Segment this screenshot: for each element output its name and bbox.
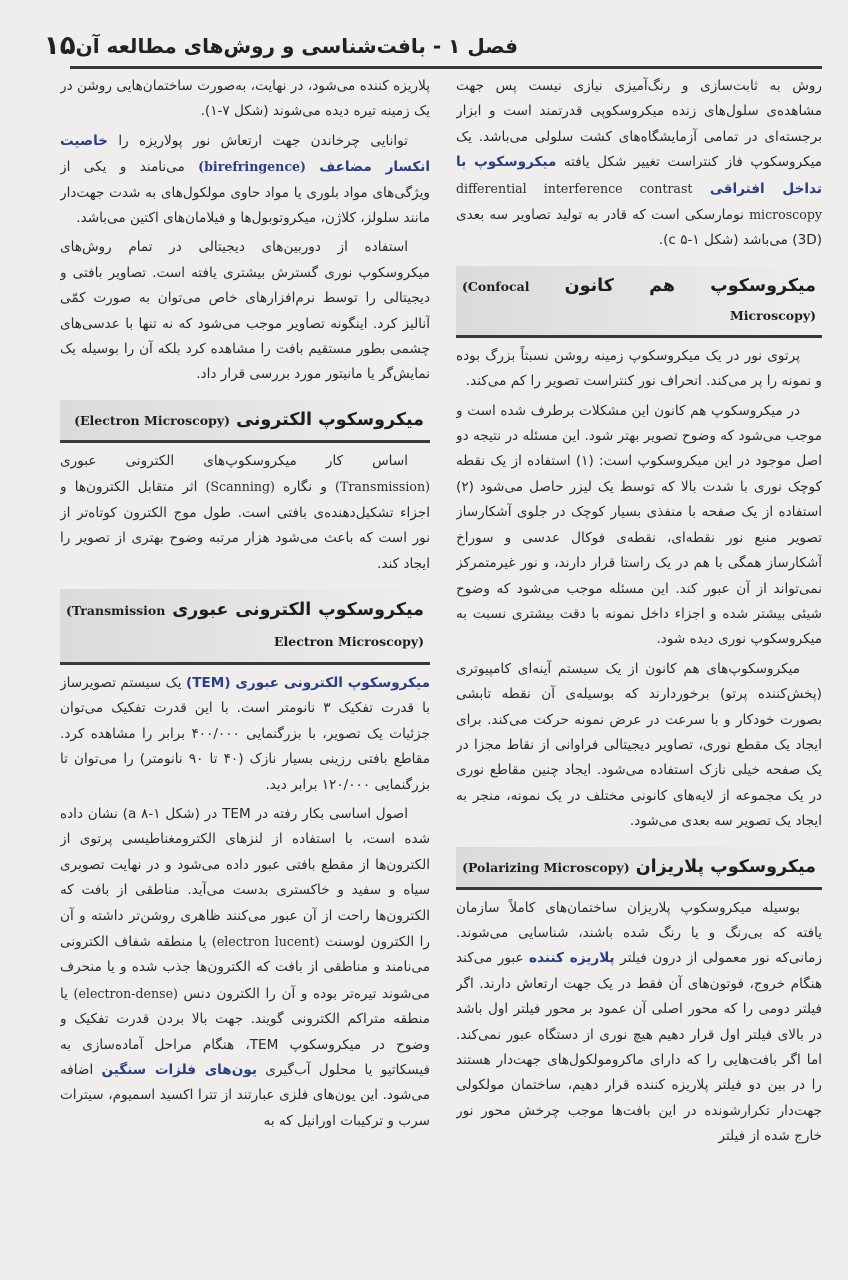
paragraph-text: توانایی چرخاندن جهت ارتعاش نور پولاریزه را xyxy=(107,132,408,149)
section-heading-tem xyxy=(60,589,430,665)
term-heavy-metal-ions: یون‌های فلزات سنگین xyxy=(101,1062,257,1078)
header-rule xyxy=(70,66,822,69)
paragraph-text: و نگاره xyxy=(274,479,336,496)
paragraph xyxy=(60,802,430,1134)
heading-latin: (Transmission Electron Microscopy) xyxy=(66,602,424,649)
paragraph-text: اساس کار میکروسکوپ‌های الکترونی عبوری xyxy=(60,452,408,469)
section-heading-confocal xyxy=(456,266,822,338)
paragraph-text: اصول اساسی بکار رفته در TEM در (شکل a ۸-۱) نشان داده شده است، با استفاده از لنزهای الکترومغناطیسی پرتوی از الکترون‌ها از مقطع بافتی عبور داده می‌شود و در نهایت تصویری سیاه و سفید و خاکستری بدست می‌آید. مناطقی از بافت که الکترون‌ها راحت از آن عبور می‌کنند ظاهری روشن‌تر داشته و آن را الکترون لوسنت xyxy=(60,805,430,950)
paragraph-text: یا منطقه شفاف الکترونی می‌نامند و مناطقی از بافت که الکترون‌ها جذب شده و یا منحرف می‌شوند تیره‌تر بوده و آن را الکترون دنس xyxy=(60,933,430,1002)
latin-term: differential interference contrast microscopy xyxy=(456,180,822,223)
heading-text: میکروسکوپ پلاریزان xyxy=(635,856,816,877)
paragraph-text: عبور می‌کند هنگام خروج، فوتون‌های آن فقط در یک جهت ارتعاش دارند. اگر فیلتر دومی را که محور اصلی آن عمود بر محور فیلتر اول باشد در بالای فیلتر اول قرار دهیم هیچ نوری از دستگاه عبور نمی‌کند. اما اگر بافت‌هایی را که دارای ماکرومولکول‌های جهت‌دار هستند را در بین دو فیلتر پلاریزه کننده قرار دهیم، ساختمان مولکولی جهت‌دار تکرارشونده در این بافت‌ها موجب چرخش محور نور خارج شده از فیلتر xyxy=(456,950,822,1145)
chapter-title: فصل ۱ - بافت‌شناسی و روش‌های مطالعه آن xyxy=(75,34,518,58)
paragraph xyxy=(60,129,430,232)
section-heading-polarizing xyxy=(456,847,822,890)
paragraph-text: روش به ثابت‌سازی و رنگ‌آمیزی نیازی نیست پس جهت مشاهده‌ی سلول‌های زنده میکروسکوپی قدرتمند است و ابزار برجسته‌ای در تمامی آزمایشگاه‌های کشت سلولی می‌باشد. یک میکروسکوپ فاز کنتراست تغییر شکل یافته xyxy=(456,78,822,171)
heading-latin: (Electron Microscopy) xyxy=(74,412,231,428)
paragraph-text: اثر متقابل الکترون‌ها و اجزاء تشکیل‌دهنده‌ی بافتی است. طول موج الکترون کوتاه‌تر از نور است که باعث می‌شود هزار مرتبه وضوح بهتری از تصویر را ایجاد کند. xyxy=(60,479,430,572)
heading-text: میکروسکوپ هم کانون xyxy=(564,275,817,296)
paragraph xyxy=(456,896,822,1150)
paragraph-text: یا منطقه متراکم الکترونی گویند. جهت بالا بردن قدرت تفکیک و وضوح در میکروسکوپ TEM، هنگام مراحل آماده‌سازی به فیسکاتیو یا محلول آب‌گیری xyxy=(60,985,430,1078)
heading-text: میکروسکوپ الکترونی عبوری xyxy=(172,599,424,620)
term-dic: میکروسکوپ با تداخل افتراقی xyxy=(456,154,822,197)
paragraph-text: می‌نامند و یکی از ویژگی‌های مواد بلوری یا مواد حاوی مولکول‌های به شدت جهت‌دار مانند سلولز، کلاژن، میکروتوبول‌ها و فیلامان‌های اکتین می‌باشد. xyxy=(60,159,430,227)
heading-text: میکروسکوپ الکترونی xyxy=(236,409,424,430)
paragraph xyxy=(456,74,822,254)
latin-term: (birefringence) xyxy=(198,159,306,175)
paragraph-text: نومارسکی است که قادر به تولید تصاویر سه بعدی (3D) می‌باشد (شکل c ۵-۱). xyxy=(456,207,822,249)
paragraph: پلاریزه کننده می‌شود، در نهایت، به‌صورت ساختمان‌هایی روشن در یک زمینه تیره دیده می‌شوند (شکل ۷-۱). xyxy=(60,78,430,120)
term-birefringence: خاصیت انکسار مضاعف xyxy=(60,132,430,176)
heading-latin: (Confocal Microscopy) xyxy=(462,278,816,323)
latin-term: (Transmission) xyxy=(335,479,430,495)
paragraph xyxy=(60,449,430,577)
paragraph: استفاده از دوربین‌های دیجیتالی در تمام روش‌های میکروسکوپ نوری گسترش بیشتری یافته است. تصاویر بافتی و دیجیتالی را توسط نرم‌افزارهای خاص می‌توان به صورت کمّی آنالیز کرد. اینگونه تصاویر موجب می‌شود که نه تنها با عدسی‌های چشمی بطور مستقیم بافت را مشاهده کرد بلکه آن را بوسیله یک نمایش‌گر یا مانیتور مورد بررسی قرار داد. xyxy=(60,239,430,383)
term-polarizer: پلاریزه کننده xyxy=(529,950,615,967)
latin-term: (electron lucent) xyxy=(211,933,320,949)
paragraph: پرتوی نور در یک میکروسکوپ زمینه روشن نسبتاً بزرگ بوده و نمونه را پر می‌کند. انحراف نور کنتراست تصویر را کم می‌کند. xyxy=(456,347,822,390)
term-tem: میکروسکوپ الکترونی عبوری (TEM) xyxy=(186,674,430,691)
page-number: ۱۵ xyxy=(43,31,76,61)
paragraph: در میکروسکوپ هم کانون این مشکلات برطرف شده است و موجب می‌شود که وضوح تصویر بهتر شود. این مسئله در نتیجه دو اصل موجود در این میکروسکوپ است: (۱) استفاده از یک نقطه کوچک نوری با شدت بالا که توسط یک لیزر حاصل می‌شود (۲) استفاده از یک صفحه با منفذی بسیار کوچک در جلوی آشکارساز تصویر منبع نور نقطه‌ای، نقطه‌ی فوکال عدسی و سوراخ آشکارساز همگی با هم در یک راستا قرار دارند، و نور غیرمتمرکز نمی‌تواند از آن عبور کند. این مسئله موجب می‌شود که وضوح شیئی بیشتر شده و اجزاء داخل نمونه با دقت بیشتری نسبت به میکروسکوپ نوری دیده شود. xyxy=(456,402,822,648)
heading-latin: (Polarizing Microscopy) xyxy=(462,859,630,875)
right-column xyxy=(456,74,822,1270)
section-heading-electron xyxy=(60,400,430,443)
running-header xyxy=(43,28,518,64)
paragraph xyxy=(60,671,430,798)
paragraph-text: یک سیستم تصویرساز با قدرت تفکیک ۳ نانومتر است. با این قدرت تفکیک می‌توان جزئیات یک تصویر، با بزرگنمایی ۴۰۰/۰۰۰ برابر را مشاهده کرد. مقاطع بافتی رزینی بسیار نازک (۴۰ تا ۹۰ نانومتر) را می‌توان تا بزرگنمایی ۱۲۰/۰۰۰ برابر دید. xyxy=(60,674,430,793)
left-column xyxy=(60,74,430,1270)
paragraph-text: اضافه می‌شود. این یون‌های فلزی عبارتند از تترا اکسید اسمیوم، سیترات سرب و ترکیبات اورانیل که به xyxy=(60,1062,430,1129)
paragraph: میکروسکوپ‌های هم کانون از یک سیستم آینه‌ای کامپیوتری (پخش‌کننده پرتو) برخوردارند که بوسیله‌ی آن نقطه تابشی بصورت خودکار و با سرعت در عرض نمونه حرکت می‌کند. برای ایجاد یک مقطع نوری، تصاویر دیجیتالی فراوانی از نقاط مجزا در یک صفحه خیلی نازک استفاده می‌شود. ایجاد چنین مقاطع نوری در یک مجموعه از لایه‌های کانونی مختلف در یک نمونه، منجر به ایجاد یک تصویر سه بعدی می‌شود. xyxy=(456,660,822,830)
paragraph-text: بوسیله میکروسکوپ پلاریزان ساختمان‌های کاملاً سازمان یافته که بی‌رنگ و یا رنگ شده باشند، شناسایی می‌شوند. زمانی‌که نور معمولی از درون فیلتر xyxy=(456,899,822,967)
latin-term: (Scanning) xyxy=(205,479,275,495)
latin-term: (electron-dense) xyxy=(73,985,178,1001)
